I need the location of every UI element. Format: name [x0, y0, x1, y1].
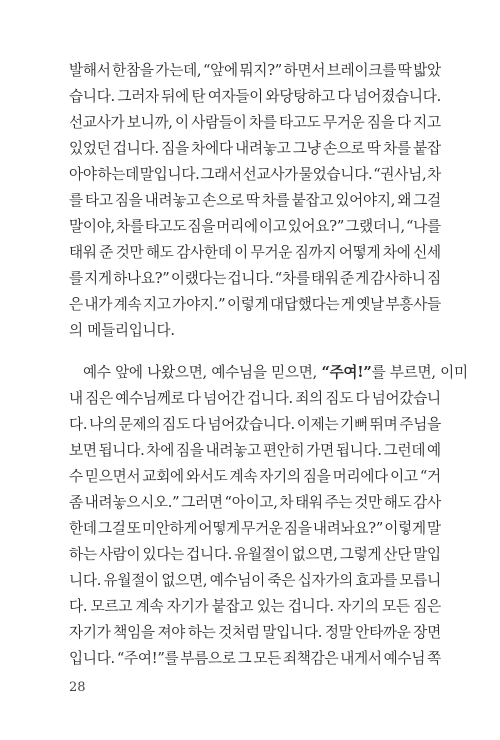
text-line: 한데 그걸 또 미안하게 어떻게 무거운 짐을 내려놔요?” 이렇게 말 [69, 520, 441, 537]
text-line: 를 지게 하나요?” 이랬다는 겁니다. “차를 태워 준 게 감사하니 짐 [69, 270, 441, 287]
page-number: 28 [69, 680, 86, 695]
text-line: 태워 준 것만 해도 감사한데 이 무거운 짐까지 어떻게 차에 신세 [69, 244, 441, 261]
paragraph-2 [69, 360, 468, 672]
text-line: 내 짐은 예수님께로 다 넘어간 겁니다. 죄의 짐도 다 넘어갔습니 [69, 390, 441, 407]
text-line: 선교사가 보니까, 이 사람들이 차를 타고도 무거운 짐을 다 지고 [69, 114, 441, 131]
text-line: 좀 내려놓으시오.” 그러면 “아이고, 차 태워 주는 것만 해도 감사 [69, 494, 441, 511]
text-line [69, 360, 468, 386]
emphasis-text: “주여!” [321, 364, 372, 381]
text-line: 입니다. “주여!”를 부름으로 그 모든 죄책감은 내게서 예수님 쪽 [69, 650, 441, 667]
text-line: 습니다. 그러자 뒤에 탄 여자들이 와당탕하고 다 넘어졌습니다. [69, 88, 441, 105]
text-line: 아야 하는데 말입니다. 그래서 선교사가 물었습니다. “권사님, 차 [69, 166, 441, 183]
text-line: 의 메들리입니다. [69, 322, 175, 339]
text-line: 말이야, 차를 타고도 짐을 머리에 이고 있어요?” 그랬더니, “나를 [69, 218, 441, 235]
text-line: 발해서 한참을 가는데, “앞에 뭐지?” 하면서 브레이크를 딱 밟았 [69, 62, 441, 79]
line-text-start: 예수 앞에 나왔으면, 예수님을 믿으면, “주여!”를 부르면, 이미 [83, 364, 468, 381]
paragraph-1 [69, 58, 441, 344]
text-line: 있었던 겁니다. 짐을 차에다 내려놓고 그냥 손으로 딱 차를 붙잡 [69, 140, 441, 157]
text-line: 를 타고 짐을 내려놓고 손으로 딱 차를 붙잡고 있어야지, 왜 그걸 [69, 192, 441, 209]
text-line: 자기가 책임을 져야 하는 것처럼 말입니다. 정말 안타까운 장면 [69, 624, 441, 641]
text-line: 보면 됩니다. 차에 짐을 내려놓고 편안히 가면 됩니다. 그런데 예 [69, 442, 441, 459]
text-line: 은 내가 계속 지고 가야지.” 이렇게 대답했다는 게 옛날 부흥사들 [69, 296, 441, 313]
text-line: 니다. 유월절이 없으면, 예수님이 죽은 십자가의 효과를 모릅니 [69, 572, 441, 589]
text-line: 다. 나의 문제의 짐도 다 넘어갔습니다. 이제는 기뻐 뛰며 주님을 [69, 416, 441, 433]
text-line: 수 믿으면서 교회에 와서도 계속 자기의 짐을 머리에다 이고 “거 [69, 468, 441, 485]
text-line: 다. 모르고 계속 자기가 붙잡고 있는 겁니다. 자기의 모든 짐은 [69, 598, 441, 615]
text-line: 하는 사람이 있다는 겁니다. 유월절이 없으면, 그렇게 산단 말입 [69, 546, 441, 563]
